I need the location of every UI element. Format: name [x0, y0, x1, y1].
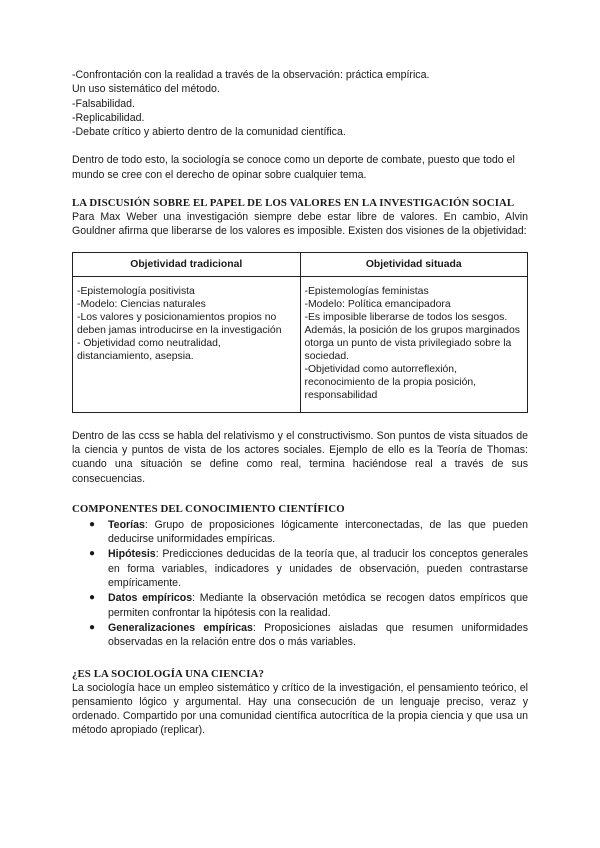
bullet-icon: ● [89, 518, 96, 530]
table-cell-line: -Objetividad como autorreflexión, reconocimiento de la propia posición, responsabilidad [304, 363, 477, 401]
table-header-situated: Objetividad situada [300, 252, 528, 276]
paragraph-relativism: Dentro de las ccss se habla del relativismo y el constructivismo. Son puntos de vista situados de la ciencia y puntos de vista de los actores sociales. Ejemplo de ello es la Teoría de Thomas: cuando una situación se define como real, termina haciéndose real a través de sus consecuencias. [72, 429, 528, 485]
table-cell-line: -Epistemologías feministas [304, 285, 429, 297]
table-cell-line: -Epistemología positivista [77, 285, 195, 297]
objectivity-table [72, 252, 528, 413]
table-header-traditional: Objetividad tradicional [73, 252, 301, 276]
heading-values: LA DISCUSIÓN SOBRE EL PAPEL DE LOS VALORES EN LA INVESTIGACIÓN SOCIAL [72, 197, 515, 210]
bullet-icon: ● [89, 621, 96, 633]
list-item [89, 621, 528, 650]
components-list [72, 518, 528, 650]
list-item-text: : Proposiciones aisladas que resumen uniformidades observadas en la relación entre dos o más variables. [108, 621, 528, 649]
list-item-term: Teorías [108, 518, 145, 531]
heading-science: ¿ES LA SOCIOLOGÍA UNA CIENCIA? [72, 667, 264, 680]
bullet-icon: ● [89, 592, 96, 604]
table-cell-traditional [73, 276, 301, 412]
intro-line: -Debate crítico y abierto dentro de la comunidad científica. [72, 126, 346, 139]
list-item-text: : Mediante la observación metódica se recogen datos empíricos que permiten confrontar la hipótesis con la realidad. [108, 592, 528, 619]
table-cell-situated [300, 276, 528, 412]
list-item [89, 591, 528, 620]
paragraph-science: La sociología hace un empleo sistemático y crítico de la investigación, el pensamiento teórico, el pensamiento lógico y argumental. Hay una consecución de un lenguaje preciso, veraz y ordenado. Compartido por una comunidad científica autocrítica de la propia ciencia y que usa un método apropiado (replicar). [72, 681, 528, 737]
intro-list [72, 68, 528, 139]
table-row [73, 276, 528, 412]
list-item-term: Datos empíricos [108, 592, 193, 605]
paragraph-values: Para Max Weber una investigación siempre debe estar libre de valores. En cambio, Alvin Gouldner afirma que liberarse de los valores es imposible. Existen dos visiones de la objetividad: [72, 211, 528, 238]
intro-line: -Replicabilidad. [72, 111, 145, 124]
intro-line: -Falsabilidad. [72, 97, 136, 110]
list-item-text: : Predicciones deducidas de la teoría que, al traducir los conceptos generales en forma variables, indicadores y unidades de observación, pueden contrastarse empíricamente. [108, 548, 528, 590]
heading-components: COMPONENTES DEL CONOCIMIENTO CIENTÍFICO [72, 502, 345, 515]
list-item [89, 518, 528, 547]
intro-line: Un uso sistemático del método. [72, 83, 220, 96]
intro-line: -Confrontación con la realidad a través de la observación: práctica empírica. [72, 69, 430, 81]
list-item-term: Generalizaciones empíricas [108, 621, 253, 634]
bullet-icon: ● [89, 548, 96, 560]
table-cell-line: -Los valores y posicionamientos propios no deben jamas introducirse en la investigación [77, 311, 282, 336]
table-cell-line: -Modelo: Ciencias naturales [77, 298, 206, 310]
paragraph-sport: Dentro de todo esto, la sociología se conoce como un deporte de combate, puesto que todo el mundo se cree con el derecho de opinar sobre cualquier tema. [72, 154, 515, 181]
list-item [89, 547, 528, 590]
table-cell-line: -Es imposible liberarse de todos los sesgos. Además, la posición de los grupos marginados otorga un punto de vista privilegiado sobre la sociedad. [304, 311, 520, 362]
table-header-row [73, 252, 528, 276]
list-item-text: : Grupo de proposiciones lógicamente interconectadas, de las que pueden deducirse uniformidades empíricas. [108, 518, 528, 546]
table-cell-line: - Objetividad como neutralidad, distanciamiento, asepsia. [77, 337, 221, 362]
table-cell-line: -Modelo: Política emancipadora [304, 298, 451, 310]
list-item-term: Hipótesis [108, 548, 156, 561]
